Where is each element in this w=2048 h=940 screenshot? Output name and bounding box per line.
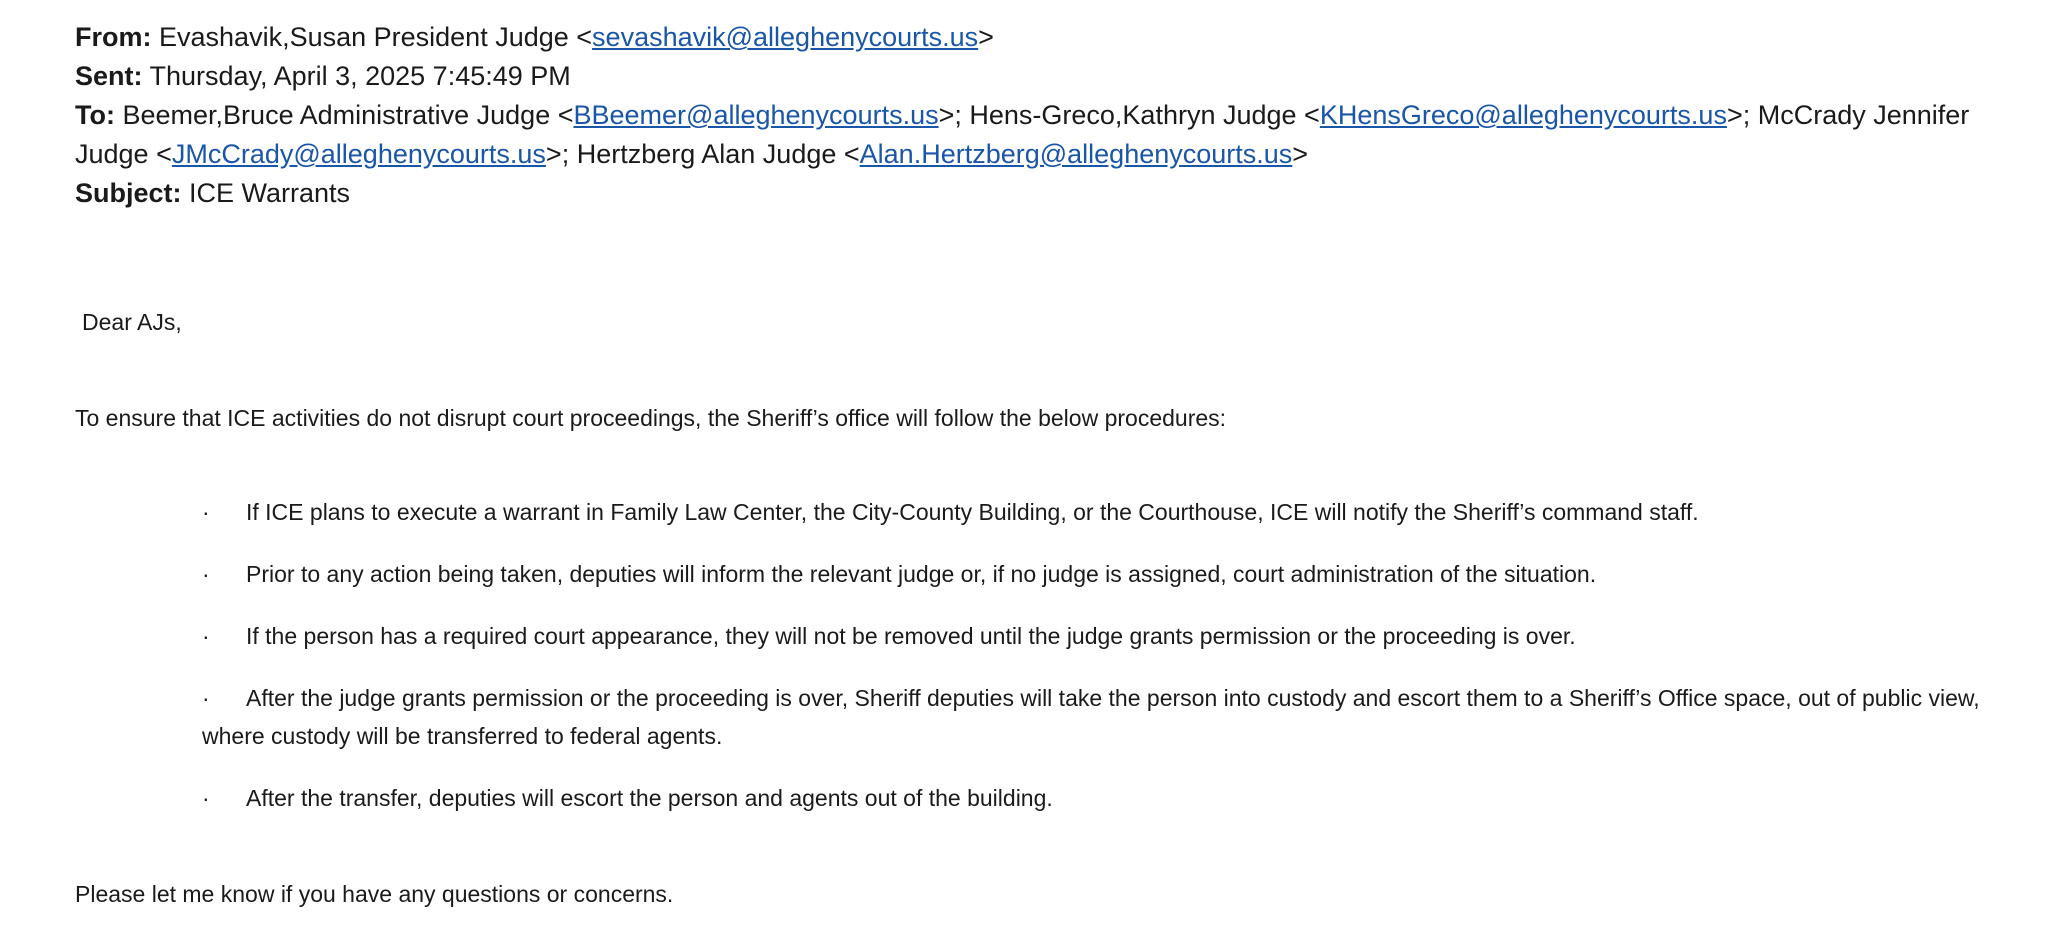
recipient-email-link[interactable]: KHensGreco@alleghenycourts.us [1319, 100, 1727, 130]
from-email-link[interactable]: sevashavik@alleghenycourts.us [592, 22, 979, 52]
closing-paragraph: Please let me know if you have any questions or concerns. [75, 881, 674, 907]
bullet-icon: · [202, 499, 210, 525]
list-item-text: After the transfer, deputies will escort the person and agents out of the building. [246, 785, 1053, 811]
recipient-email-link[interactable]: Alan.Hertzberg@alleghenycourts.us [859, 139, 1293, 169]
from-label: From: [75, 22, 152, 52]
procedure-list [75, 493, 2025, 817]
recipient-name: Beemer,Bruce Administrative Judge [122, 100, 551, 130]
sent-line [75, 57, 2025, 96]
list-item [202, 779, 2022, 817]
recipient-name: Hertzberg Alan Judge [576, 139, 837, 169]
list-item-text: Prior to any action being taken, deputies will inform the relevant judge or, if no judge is assigned, court administration of the situation. [246, 561, 1597, 587]
bullet-icon: · [202, 785, 210, 811]
list-item [202, 493, 2022, 531]
to-line: To: Beemer,Bruce Administrative Judge <BBeemer@alleghenycourts.us>; Hens-Greco,Kathryn Judge <KHensGreco@alleghenycourts.us>; McCrady Jennifer Judge <JMcCrady@alleghenycourts.us>; Hertzberg Alan Judge <Alan.Hertzberg@alleghenycourts.us> [75, 100, 1970, 169]
recipient-name: McCrady Jennifer Judge [75, 100, 1970, 169]
bullet-icon: · [202, 561, 210, 587]
recipient-name: Hens-Greco,Kathryn Judge [969, 100, 1297, 130]
list-item-text: After the judge grants permission or the proceeding is over, Sheriff deputies will take the person into custody and escort them to a Sheriff’s Office space, out of public view, where custody will be transferred to federal agents. [202, 685, 1980, 749]
list-item-text: If the person has a required court appearance, they will not be removed until the judge grants permission or the proceeding is over. [246, 623, 1576, 649]
greeting: Dear AJs, [82, 309, 182, 335]
from-name: Evashavik,Susan President Judge [159, 22, 569, 52]
email-header [75, 18, 2025, 213]
to-label: To: [75, 100, 115, 130]
list-item [202, 679, 2022, 755]
bullet-icon: · [202, 685, 210, 711]
subject-line [75, 174, 2025, 213]
list-item-text: If ICE plans to execute a warrant in Family Law Center, the City-County Building, or the Courthouse, ICE will notify the Sheriff’s command staff. [246, 499, 1699, 525]
recipient-email-link[interactable]: JMcCrady@alleghenycourts.us [171, 139, 546, 169]
from-line: From: Evashavik,Susan President Judge <sevashavik@alleghenycourts.us> [75, 22, 994, 52]
sent-label: Sent: [75, 61, 143, 91]
list-item [202, 555, 2022, 593]
subject-label: Subject: [75, 178, 182, 208]
list-item [202, 617, 2022, 655]
intro-paragraph: To ensure that ICE activities do not disrupt court proceedings, the Sheriff’s office will follow the below procedures: [75, 405, 1227, 431]
subject-value: ICE Warrants [189, 178, 351, 208]
bullet-icon: · [202, 623, 210, 649]
email-message [75, 18, 2025, 913]
recipient-email-link[interactable]: BBeemer@alleghenycourts.us [573, 100, 939, 130]
sent-value: Thursday, April 3, 2025 7:45:49 PM [149, 61, 571, 91]
